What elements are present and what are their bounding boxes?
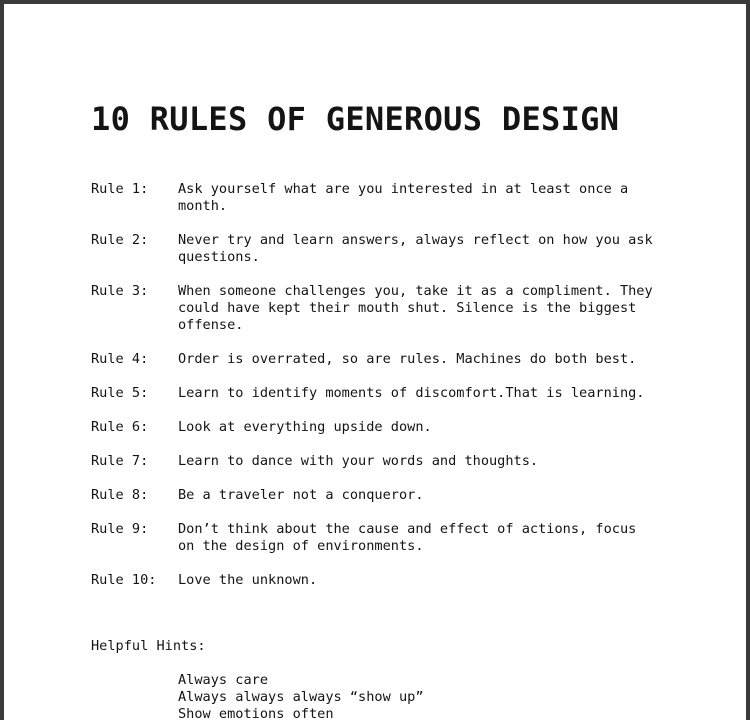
rule-text: Don’t think about the cause and effect of actions, focus on the design of environments. xyxy=(178,521,637,554)
rule-label: Rule 4: xyxy=(91,351,149,367)
rule-item xyxy=(91,453,731,470)
hint-item: Always care xyxy=(178,672,269,688)
rule-text: Ask yourself what are you interested in at least once a month. xyxy=(178,181,629,214)
rule-item xyxy=(91,283,731,334)
rule-item xyxy=(91,487,731,504)
rule-item xyxy=(91,232,731,266)
rule-text: Love the unknown. xyxy=(178,572,318,588)
rule-label: Rule 1: xyxy=(91,181,149,197)
rule-item xyxy=(91,572,731,589)
rule-text: Be a traveler not a conqueror. xyxy=(178,487,424,503)
rules-list xyxy=(91,181,731,606)
hint-item: Always always always “show up” xyxy=(178,689,424,705)
rule-label: Rule 6: xyxy=(91,419,149,435)
rule-label: Rule 8: xyxy=(91,487,149,503)
helpful-hints-list xyxy=(178,672,424,720)
rule-item xyxy=(91,351,731,368)
rule-label: Rule 2: xyxy=(91,232,149,248)
rule-text: Look at everything upside down. xyxy=(178,419,432,435)
rule-item xyxy=(91,385,731,402)
rule-text: Order is overrated, so are rules. Machines do both best. xyxy=(178,351,637,367)
rule-item xyxy=(91,419,731,436)
rule-label: Rule 3: xyxy=(91,283,149,299)
rule-text: Never try and learn answers, always reflect on how you ask questions. xyxy=(178,232,653,265)
rule-label: Rule 9: xyxy=(91,521,149,537)
document-page xyxy=(4,4,746,720)
rule-text: Learn to identify moments of discomfort.That is learning. xyxy=(178,385,645,401)
document-title: 10 RULES OF GENEROUS DESIGN xyxy=(91,100,620,138)
helpful-hints-heading: Helpful Hints: xyxy=(91,638,206,654)
rule-label: Rule 5: xyxy=(91,385,149,401)
rule-item xyxy=(91,181,731,215)
rule-item xyxy=(91,521,731,555)
rule-text: Learn to dance with your words and thoughts. xyxy=(178,453,539,469)
hint-item: Show emotions often xyxy=(178,706,334,720)
rule-label: Rule 7: xyxy=(91,453,149,469)
rule-text: When someone challenges you, take it as a compliment. They could have kept their mouth shut. Silence is the biggest offense. xyxy=(178,283,653,333)
rule-label: Rule 10: xyxy=(91,572,157,588)
